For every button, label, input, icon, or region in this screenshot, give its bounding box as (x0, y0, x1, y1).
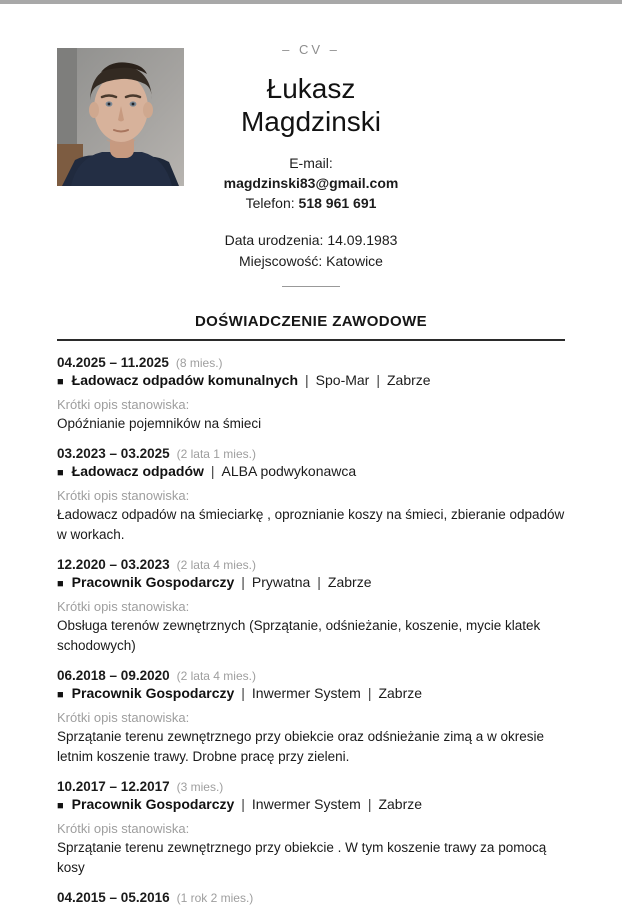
entry-city-group (361, 796, 422, 812)
square-bullet-icon: ■ (57, 689, 64, 701)
phone-line (0, 193, 622, 213)
entry-city-group (369, 372, 430, 388)
entry-duration: (8 mies.) (175, 356, 223, 370)
entry-title-row (57, 372, 565, 388)
entry-company: Inwermer System (251, 685, 361, 701)
entry-city: Zabrze (378, 796, 423, 812)
experience-entry (57, 668, 565, 767)
entry-description: Obsługa terenów zewnętrznych (Sprzątanie, odśnieżanie, koszenie, mycie klatek schodowych) (57, 618, 541, 653)
entry-dates: 06.2018 – 09.2020 (57, 668, 170, 683)
entry-date-row (57, 355, 565, 370)
person-first-name: Łukasz (266, 73, 356, 104)
entry-short-desc-label: Krótki opis stanowiska: (57, 599, 190, 614)
entry-duration: (2 lata 4 mies.) (176, 669, 256, 683)
mini-divider (282, 286, 340, 287)
experience-list (57, 355, 565, 905)
experience-entry (57, 446, 565, 545)
entry-job-title: Ładowacz odpadów komunalnych (71, 372, 299, 388)
profile-photo-illustration (57, 48, 184, 186)
entry-city: Zabrze (378, 685, 423, 701)
entry-date-row (57, 668, 565, 683)
entry-description: Opóźnianie pojemników na śmieci (57, 416, 262, 431)
entry-short-desc-label: Krótki opis stanowiska: (57, 821, 190, 836)
birth-label: Data urodzenia: (224, 232, 324, 248)
entry-dates: 04.2025 – 11.2025 (57, 355, 169, 370)
person-last-name: Magdzinski (240, 106, 382, 137)
pipe-separator: | (241, 685, 245, 701)
entry-short-desc-label: Krótki opis stanowiska: (57, 397, 190, 412)
entry-duration: (2 lata 1 mies.) (176, 447, 256, 461)
entry-duration: (3 mies.) (176, 780, 224, 794)
entry-short-desc-label: Krótki opis stanowiska: (57, 488, 190, 503)
pipe-separator: | (376, 372, 380, 388)
entry-duration: (2 lata 4 mies.) (176, 558, 256, 572)
square-bullet-icon: ■ (57, 800, 64, 812)
section-heading-experience: DOŚWIADCZENIE ZAWODOWE (194, 313, 428, 330)
entry-city-group (310, 574, 371, 590)
entry-description: Sprzątanie terenu zewnętrznego przy obiekcie oraz odśnieżanie zimą a w okresie letnim koszenie trawy. Drobne pracę przy zieleni. (57, 729, 545, 764)
entry-city-group (361, 685, 422, 701)
email-value: magdzinski83@gmail.com (223, 175, 399, 191)
square-bullet-icon: ■ (57, 578, 64, 590)
entry-dates: 12.2020 – 03.2023 (57, 557, 170, 572)
pipe-separator: | (317, 574, 321, 590)
entry-short-desc-label: Krótki opis stanowiska: (57, 710, 190, 725)
entry-job-title: Pracownik Gospodarczy (71, 574, 235, 590)
entry-job-title: Ładowacz odpadów (71, 463, 204, 479)
entry-company: Inwermer System (251, 796, 361, 812)
entry-date-row (57, 779, 565, 794)
entry-city: Zabrze (327, 574, 372, 590)
entry-company: ALBA podwykonawca (221, 463, 357, 479)
entry-dates: 04.2015 – 05.2016 (57, 890, 170, 905)
email-label: E-mail: (289, 155, 333, 171)
pipe-separator: | (367, 796, 372, 812)
square-bullet-icon: ■ (57, 467, 64, 479)
entry-company: Prywatna (251, 574, 311, 590)
experience-entry (57, 890, 565, 905)
pipe-separator: | (210, 463, 215, 479)
entry-dates: 03.2023 – 03.2025 (57, 446, 170, 461)
experience-entry (57, 355, 565, 434)
city-line (0, 251, 622, 272)
experience-entry (57, 557, 565, 656)
cv-label: – CV – (282, 42, 340, 57)
pipe-separator: | (305, 372, 309, 388)
entry-title-row (57, 574, 565, 590)
birth-line (0, 230, 622, 251)
birth-value: 14.09.1983 (327, 232, 398, 248)
phone-label: Telefon: (245, 195, 295, 211)
entry-title-row (57, 463, 565, 479)
entry-company: Spo-Mar (315, 372, 370, 388)
city-value: Katowice (326, 253, 383, 269)
entry-title-row (57, 685, 565, 701)
profile-photo (57, 48, 184, 186)
pipe-separator: | (367, 685, 372, 701)
entry-date-row (57, 446, 565, 461)
entry-title-row (57, 796, 565, 812)
pipe-separator: | (241, 574, 245, 590)
experience-entry (57, 779, 565, 878)
city-label: Miejscowość: (239, 253, 323, 269)
square-bullet-icon: ■ (57, 376, 64, 388)
section-rule (57, 339, 565, 341)
entry-date-row (57, 890, 565, 905)
top-divider-bar (0, 0, 622, 4)
entry-description: Sprzątanie terenu zewnętrznego przy obiekcie . W tym koszenie trawy za pomocą kosy (57, 840, 547, 875)
entry-duration: (1 rok 2 mies.) (176, 891, 254, 905)
entry-job-title: Pracownik Gospodarczy (71, 796, 235, 812)
entry-city: Zabrze (386, 372, 431, 388)
personal-meta-block (0, 230, 622, 272)
entry-job-title: Pracownik Gospodarczy (71, 685, 235, 701)
entry-date-row (57, 557, 565, 572)
entry-description: Ładowacz odpadów na śmieciarkę , oproznianie koszy na śmieci, zbieranie odpadów w workach. (57, 507, 565, 542)
pipe-separator: | (241, 796, 245, 812)
entry-dates: 10.2017 – 12.2017 (57, 779, 170, 794)
phone-value: 518 961 691 (298, 195, 377, 211)
